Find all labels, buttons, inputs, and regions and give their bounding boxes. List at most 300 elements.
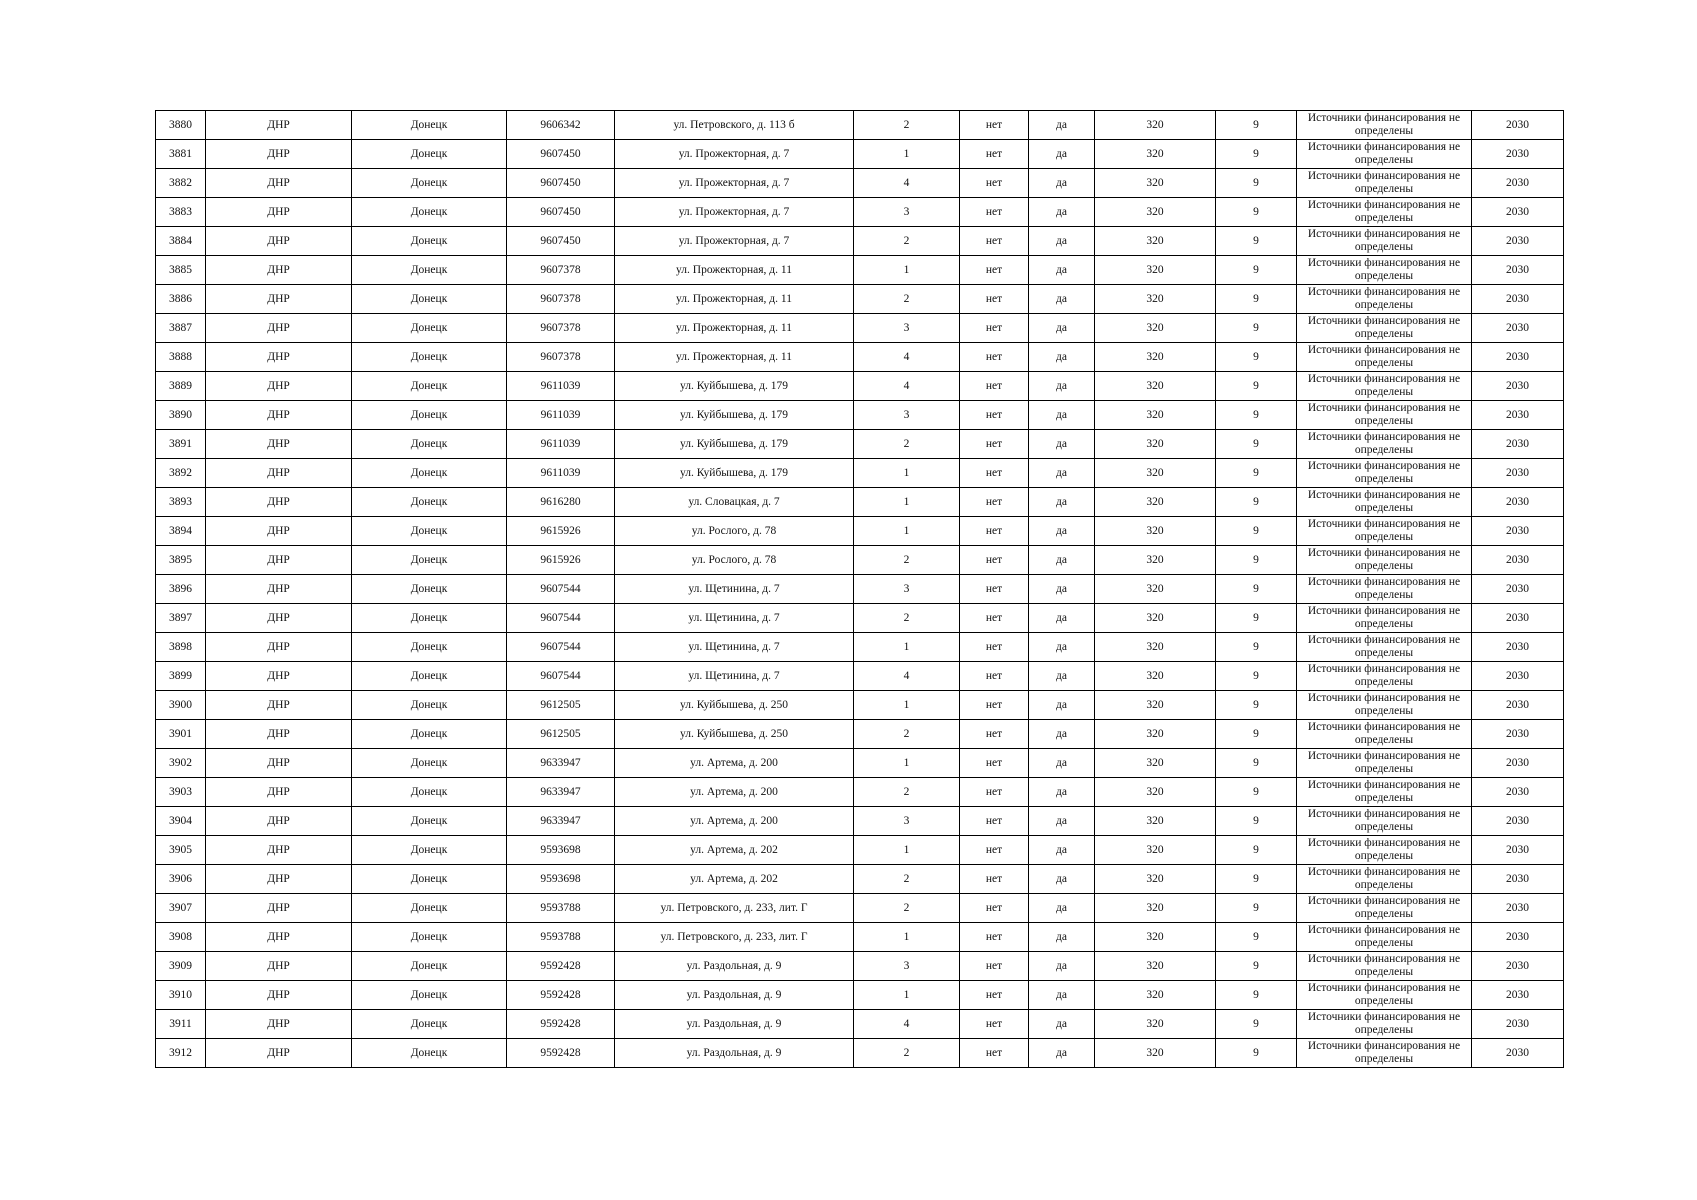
city-cell: Донецк [352, 575, 507, 604]
region-cell: ДНР [206, 256, 352, 285]
entrance-cell: 2 [854, 604, 960, 633]
row-number-cell: 3890 [156, 401, 206, 430]
region-cell: ДНР [206, 865, 352, 894]
table-row [156, 169, 1564, 198]
amount-cell: 320 [1095, 691, 1216, 720]
object-code-cell: 9607544 [507, 575, 615, 604]
count-cell: 9 [1216, 546, 1297, 575]
flag-b-cell: да [1029, 749, 1095, 778]
city-cell: Донецк [352, 372, 507, 401]
entrance-cell: 2 [854, 865, 960, 894]
table-row [156, 517, 1564, 546]
flag-a-cell: нет [960, 604, 1029, 633]
flag-a-cell: нет [960, 662, 1029, 691]
flag-b-cell: да [1029, 662, 1095, 691]
amount-cell: 320 [1095, 430, 1216, 459]
object-code-cell: 9593698 [507, 865, 615, 894]
year-cell: 2030 [1472, 1010, 1564, 1039]
table-row [156, 488, 1564, 517]
object-code-cell: 9593698 [507, 836, 615, 865]
row-number-cell: 3884 [156, 227, 206, 256]
region-cell: ДНР [206, 198, 352, 227]
table-row [156, 343, 1564, 372]
count-cell: 9 [1216, 865, 1297, 894]
year-cell: 2030 [1472, 285, 1564, 314]
funding-source-cell: Источники финансирования не определены [1297, 1039, 1472, 1068]
object-code-cell: 9592428 [507, 1039, 615, 1068]
city-cell: Донецк [352, 662, 507, 691]
funding-source-cell: Источники финансирования не определены [1297, 633, 1472, 662]
count-cell: 9 [1216, 227, 1297, 256]
object-code-cell: 9633947 [507, 749, 615, 778]
entrance-cell: 1 [854, 488, 960, 517]
amount-cell: 320 [1095, 865, 1216, 894]
address-cell: ул. Прожекторная, д. 7 [615, 169, 854, 198]
entrance-cell: 2 [854, 720, 960, 749]
table-row [156, 749, 1564, 778]
address-cell: ул. Прожекторная, д. 11 [615, 343, 854, 372]
year-cell: 2030 [1472, 807, 1564, 836]
flag-b-cell: да [1029, 488, 1095, 517]
amount-cell: 320 [1095, 285, 1216, 314]
funding-source-cell: Источники финансирования не определены [1297, 575, 1472, 604]
city-cell: Донецк [352, 923, 507, 952]
address-cell: ул. Куйбышева, д. 179 [615, 430, 854, 459]
row-number-cell: 3891 [156, 430, 206, 459]
funding-source-cell: Источники финансирования не определены [1297, 604, 1472, 633]
address-cell: ул. Щетинина, д. 7 [615, 604, 854, 633]
region-cell: ДНР [206, 604, 352, 633]
entrance-cell: 2 [854, 894, 960, 923]
row-number-cell: 3901 [156, 720, 206, 749]
city-cell: Донецк [352, 111, 507, 140]
region-cell: ДНР [206, 285, 352, 314]
amount-cell: 320 [1095, 836, 1216, 865]
address-cell: ул. Артема, д. 200 [615, 807, 854, 836]
flag-b-cell: да [1029, 343, 1095, 372]
amount-cell: 320 [1095, 778, 1216, 807]
table-row [156, 198, 1564, 227]
count-cell: 9 [1216, 401, 1297, 430]
object-code-cell: 9607544 [507, 633, 615, 662]
flag-b-cell: да [1029, 981, 1095, 1010]
flag-b-cell: да [1029, 401, 1095, 430]
flag-a-cell: нет [960, 198, 1029, 227]
city-cell: Донецк [352, 1039, 507, 1068]
row-number-cell: 3882 [156, 169, 206, 198]
funding-source-cell: Источники финансирования не определены [1297, 314, 1472, 343]
entrance-cell: 2 [854, 285, 960, 314]
flag-a-cell: нет [960, 575, 1029, 604]
city-cell: Донецк [352, 314, 507, 343]
count-cell: 9 [1216, 604, 1297, 633]
year-cell: 2030 [1472, 604, 1564, 633]
year-cell: 2030 [1472, 894, 1564, 923]
amount-cell: 320 [1095, 140, 1216, 169]
flag-b-cell: да [1029, 459, 1095, 488]
entrance-cell: 3 [854, 952, 960, 981]
count-cell: 9 [1216, 314, 1297, 343]
region-cell: ДНР [206, 430, 352, 459]
entrance-cell: 2 [854, 227, 960, 256]
flag-a-cell: нет [960, 807, 1029, 836]
year-cell: 2030 [1472, 952, 1564, 981]
table-row [156, 285, 1564, 314]
region-cell: ДНР [206, 923, 352, 952]
region-cell: ДНР [206, 633, 352, 662]
region-cell: ДНР [206, 227, 352, 256]
entrance-cell: 4 [854, 343, 960, 372]
table-row [156, 546, 1564, 575]
amount-cell: 320 [1095, 256, 1216, 285]
table-row [156, 111, 1564, 140]
region-cell: ДНР [206, 691, 352, 720]
year-cell: 2030 [1472, 633, 1564, 662]
entrance-cell: 1 [854, 981, 960, 1010]
year-cell: 2030 [1472, 691, 1564, 720]
city-cell: Донецк [352, 169, 507, 198]
amount-cell: 320 [1095, 633, 1216, 662]
address-cell: ул. Петровского, д. 113 б [615, 111, 854, 140]
city-cell: Донецк [352, 952, 507, 981]
funding-source-cell: Источники финансирования не определены [1297, 459, 1472, 488]
amount-cell: 320 [1095, 314, 1216, 343]
address-cell: ул. Артема, д. 200 [615, 749, 854, 778]
address-cell: ул. Щетинина, д. 7 [615, 633, 854, 662]
entrance-cell: 1 [854, 459, 960, 488]
flag-a-cell: нет [960, 1039, 1029, 1068]
row-number-cell: 3893 [156, 488, 206, 517]
row-number-cell: 3904 [156, 807, 206, 836]
year-cell: 2030 [1472, 575, 1564, 604]
amount-cell: 320 [1095, 575, 1216, 604]
object-code-cell: 9607450 [507, 198, 615, 227]
count-cell: 9 [1216, 140, 1297, 169]
city-cell: Донецк [352, 749, 507, 778]
flag-b-cell: да [1029, 314, 1095, 343]
amount-cell: 320 [1095, 372, 1216, 401]
city-cell: Донецк [352, 343, 507, 372]
count-cell: 9 [1216, 662, 1297, 691]
city-cell: Донецк [352, 198, 507, 227]
amount-cell: 320 [1095, 923, 1216, 952]
count-cell: 9 [1216, 633, 1297, 662]
region-cell: ДНР [206, 894, 352, 923]
table-row [156, 981, 1564, 1010]
amount-cell: 320 [1095, 894, 1216, 923]
address-cell: ул. Рослого, д. 78 [615, 546, 854, 575]
address-cell: ул. Щетинина, д. 7 [615, 662, 854, 691]
city-cell: Донецк [352, 604, 507, 633]
year-cell: 2030 [1472, 488, 1564, 517]
address-cell: ул. Куйбышева, д. 179 [615, 372, 854, 401]
year-cell: 2030 [1472, 836, 1564, 865]
flag-b-cell: да [1029, 865, 1095, 894]
amount-cell: 320 [1095, 952, 1216, 981]
flag-b-cell: да [1029, 720, 1095, 749]
object-code-cell: 9592428 [507, 1010, 615, 1039]
flag-a-cell: нет [960, 430, 1029, 459]
flag-a-cell: нет [960, 372, 1029, 401]
object-code-cell: 9607378 [507, 285, 615, 314]
table-row [156, 575, 1564, 604]
amount-cell: 320 [1095, 720, 1216, 749]
object-code-cell: 9607378 [507, 256, 615, 285]
city-cell: Донецк [352, 285, 507, 314]
data-table [155, 110, 1564, 1068]
funding-source-cell: Источники финансирования не определены [1297, 546, 1472, 575]
object-code-cell: 9615926 [507, 546, 615, 575]
row-number-cell: 3909 [156, 952, 206, 981]
flag-a-cell: нет [960, 140, 1029, 169]
count-cell: 9 [1216, 517, 1297, 546]
row-number-cell: 3886 [156, 285, 206, 314]
flag-a-cell: нет [960, 952, 1029, 981]
year-cell: 2030 [1472, 169, 1564, 198]
funding-source-cell: Источники финансирования не определены [1297, 865, 1472, 894]
flag-b-cell: да [1029, 952, 1095, 981]
entrance-cell: 1 [854, 633, 960, 662]
object-code-cell: 9592428 [507, 952, 615, 981]
year-cell: 2030 [1472, 140, 1564, 169]
region-cell: ДНР [206, 1039, 352, 1068]
row-number-cell: 3908 [156, 923, 206, 952]
year-cell: 2030 [1472, 546, 1564, 575]
year-cell: 2030 [1472, 459, 1564, 488]
row-number-cell: 3899 [156, 662, 206, 691]
year-cell: 2030 [1472, 517, 1564, 546]
year-cell: 2030 [1472, 865, 1564, 894]
funding-source-cell: Источники финансирования не определены [1297, 140, 1472, 169]
row-number-cell: 3907 [156, 894, 206, 923]
funding-source-cell: Источники финансирования не определены [1297, 227, 1472, 256]
entrance-cell: 3 [854, 198, 960, 227]
table-row [156, 401, 1564, 430]
object-code-cell: 9633947 [507, 807, 615, 836]
count-cell: 9 [1216, 691, 1297, 720]
row-number-cell: 3894 [156, 517, 206, 546]
row-number-cell: 3895 [156, 546, 206, 575]
region-cell: ДНР [206, 314, 352, 343]
funding-source-cell: Источники финансирования не определены [1297, 401, 1472, 430]
entrance-cell: 2 [854, 1039, 960, 1068]
funding-source-cell: Источники финансирования не определены [1297, 430, 1472, 459]
table-row [156, 314, 1564, 343]
flag-a-cell: нет [960, 285, 1029, 314]
flag-b-cell: да [1029, 807, 1095, 836]
count-cell: 9 [1216, 1010, 1297, 1039]
address-cell: ул. Петровского, д. 233, лит. Г [615, 923, 854, 952]
entrance-cell: 1 [854, 749, 960, 778]
flag-b-cell: да [1029, 923, 1095, 952]
object-code-cell: 9633947 [507, 778, 615, 807]
row-number-cell: 3896 [156, 575, 206, 604]
object-code-cell: 9593788 [507, 923, 615, 952]
funding-source-cell: Источники финансирования не определены [1297, 778, 1472, 807]
count-cell: 9 [1216, 575, 1297, 604]
flag-b-cell: да [1029, 169, 1095, 198]
flag-a-cell: нет [960, 111, 1029, 140]
object-code-cell: 9607378 [507, 314, 615, 343]
amount-cell: 320 [1095, 981, 1216, 1010]
funding-source-cell: Источники финансирования не определены [1297, 488, 1472, 517]
count-cell: 9 [1216, 285, 1297, 314]
flag-a-cell: нет [960, 720, 1029, 749]
object-code-cell: 9612505 [507, 691, 615, 720]
row-number-cell: 3903 [156, 778, 206, 807]
address-cell: ул. Прожекторная, д. 11 [615, 314, 854, 343]
funding-source-cell: Источники финансирования не определены [1297, 720, 1472, 749]
flag-a-cell: нет [960, 459, 1029, 488]
year-cell: 2030 [1472, 198, 1564, 227]
row-number-cell: 3905 [156, 836, 206, 865]
object-code-cell: 9612505 [507, 720, 615, 749]
city-cell: Донецк [352, 546, 507, 575]
table-row [156, 459, 1564, 488]
year-cell: 2030 [1472, 111, 1564, 140]
year-cell: 2030 [1472, 749, 1564, 778]
region-cell: ДНР [206, 1010, 352, 1039]
row-number-cell: 3888 [156, 343, 206, 372]
year-cell: 2030 [1472, 256, 1564, 285]
count-cell: 9 [1216, 836, 1297, 865]
entrance-cell: 3 [854, 401, 960, 430]
city-cell: Донецк [352, 1010, 507, 1039]
city-cell: Донецк [352, 430, 507, 459]
count-cell: 9 [1216, 111, 1297, 140]
flag-a-cell: нет [960, 256, 1029, 285]
city-cell: Донецк [352, 488, 507, 517]
flag-b-cell: да [1029, 691, 1095, 720]
address-cell: ул. Прожекторная, д. 11 [615, 285, 854, 314]
object-code-cell: 9607378 [507, 343, 615, 372]
year-cell: 2030 [1472, 662, 1564, 691]
flag-a-cell: нет [960, 343, 1029, 372]
flag-a-cell: нет [960, 691, 1029, 720]
amount-cell: 320 [1095, 169, 1216, 198]
flag-b-cell: да [1029, 1010, 1095, 1039]
flag-b-cell: да [1029, 285, 1095, 314]
address-cell: ул. Куйбышева, д. 250 [615, 691, 854, 720]
funding-source-cell: Источники финансирования не определены [1297, 517, 1472, 546]
flag-a-cell: нет [960, 865, 1029, 894]
address-cell: ул. Раздольная, д. 9 [615, 952, 854, 981]
table-row [156, 952, 1564, 981]
flag-b-cell: да [1029, 140, 1095, 169]
region-cell: ДНР [206, 807, 352, 836]
address-cell: ул. Рослого, д. 78 [615, 517, 854, 546]
flag-b-cell: да [1029, 256, 1095, 285]
row-number-cell: 3897 [156, 604, 206, 633]
region-cell: ДНР [206, 546, 352, 575]
region-cell: ДНР [206, 952, 352, 981]
address-cell: ул. Словацкая, д. 7 [615, 488, 854, 517]
flag-a-cell: нет [960, 488, 1029, 517]
flag-b-cell: да [1029, 227, 1095, 256]
count-cell: 9 [1216, 923, 1297, 952]
funding-source-cell: Источники финансирования не определены [1297, 343, 1472, 372]
region-cell: ДНР [206, 749, 352, 778]
count-cell: 9 [1216, 459, 1297, 488]
table-row [156, 691, 1564, 720]
entrance-cell: 4 [854, 372, 960, 401]
address-cell: ул. Прожекторная, д. 7 [615, 140, 854, 169]
flag-a-cell: нет [960, 923, 1029, 952]
year-cell: 2030 [1472, 430, 1564, 459]
entrance-cell: 3 [854, 575, 960, 604]
row-number-cell: 3911 [156, 1010, 206, 1039]
table-row [156, 778, 1564, 807]
count-cell: 9 [1216, 720, 1297, 749]
flag-a-cell: нет [960, 749, 1029, 778]
amount-cell: 320 [1095, 546, 1216, 575]
row-number-cell: 3900 [156, 691, 206, 720]
row-number-cell: 3883 [156, 198, 206, 227]
flag-a-cell: нет [960, 401, 1029, 430]
funding-source-cell: Источники финансирования не определены [1297, 923, 1472, 952]
row-number-cell: 3889 [156, 372, 206, 401]
row-number-cell: 3912 [156, 1039, 206, 1068]
city-cell: Донецк [352, 720, 507, 749]
table-row [156, 807, 1564, 836]
region-cell: ДНР [206, 140, 352, 169]
amount-cell: 320 [1095, 401, 1216, 430]
count-cell: 9 [1216, 430, 1297, 459]
city-cell: Донецк [352, 865, 507, 894]
table-row [156, 604, 1564, 633]
flag-a-cell: нет [960, 1010, 1029, 1039]
flag-b-cell: да [1029, 1039, 1095, 1068]
year-cell: 2030 [1472, 343, 1564, 372]
flag-b-cell: да [1029, 575, 1095, 604]
region-cell: ДНР [206, 372, 352, 401]
amount-cell: 320 [1095, 662, 1216, 691]
table-row [156, 1010, 1564, 1039]
table-row [156, 894, 1564, 923]
year-cell: 2030 [1472, 401, 1564, 430]
flag-b-cell: да [1029, 633, 1095, 662]
row-number-cell: 3910 [156, 981, 206, 1010]
entrance-cell: 1 [854, 517, 960, 546]
city-cell: Донецк [352, 459, 507, 488]
region-cell: ДНР [206, 488, 352, 517]
funding-source-cell: Источники финансирования не определены [1297, 691, 1472, 720]
table-row [156, 662, 1564, 691]
amount-cell: 320 [1095, 343, 1216, 372]
address-cell: ул. Куйбышева, д. 179 [615, 459, 854, 488]
object-code-cell: 9607450 [507, 140, 615, 169]
address-cell: ул. Артема, д. 202 [615, 836, 854, 865]
entrance-cell: 2 [854, 546, 960, 575]
funding-source-cell: Источники финансирования не определены [1297, 807, 1472, 836]
entrance-cell: 3 [854, 807, 960, 836]
address-cell: ул. Прожекторная, д. 11 [615, 256, 854, 285]
year-cell: 2030 [1472, 720, 1564, 749]
flag-a-cell: нет [960, 981, 1029, 1010]
amount-cell: 320 [1095, 488, 1216, 517]
entrance-cell: 1 [854, 256, 960, 285]
city-cell: Донецк [352, 256, 507, 285]
count-cell: 9 [1216, 981, 1297, 1010]
flag-b-cell: да [1029, 198, 1095, 227]
object-code-cell: 9607544 [507, 662, 615, 691]
count-cell: 9 [1216, 778, 1297, 807]
count-cell: 9 [1216, 198, 1297, 227]
object-code-cell: 9606342 [507, 111, 615, 140]
flag-a-cell: нет [960, 227, 1029, 256]
flag-a-cell: нет [960, 546, 1029, 575]
table-row [156, 865, 1564, 894]
